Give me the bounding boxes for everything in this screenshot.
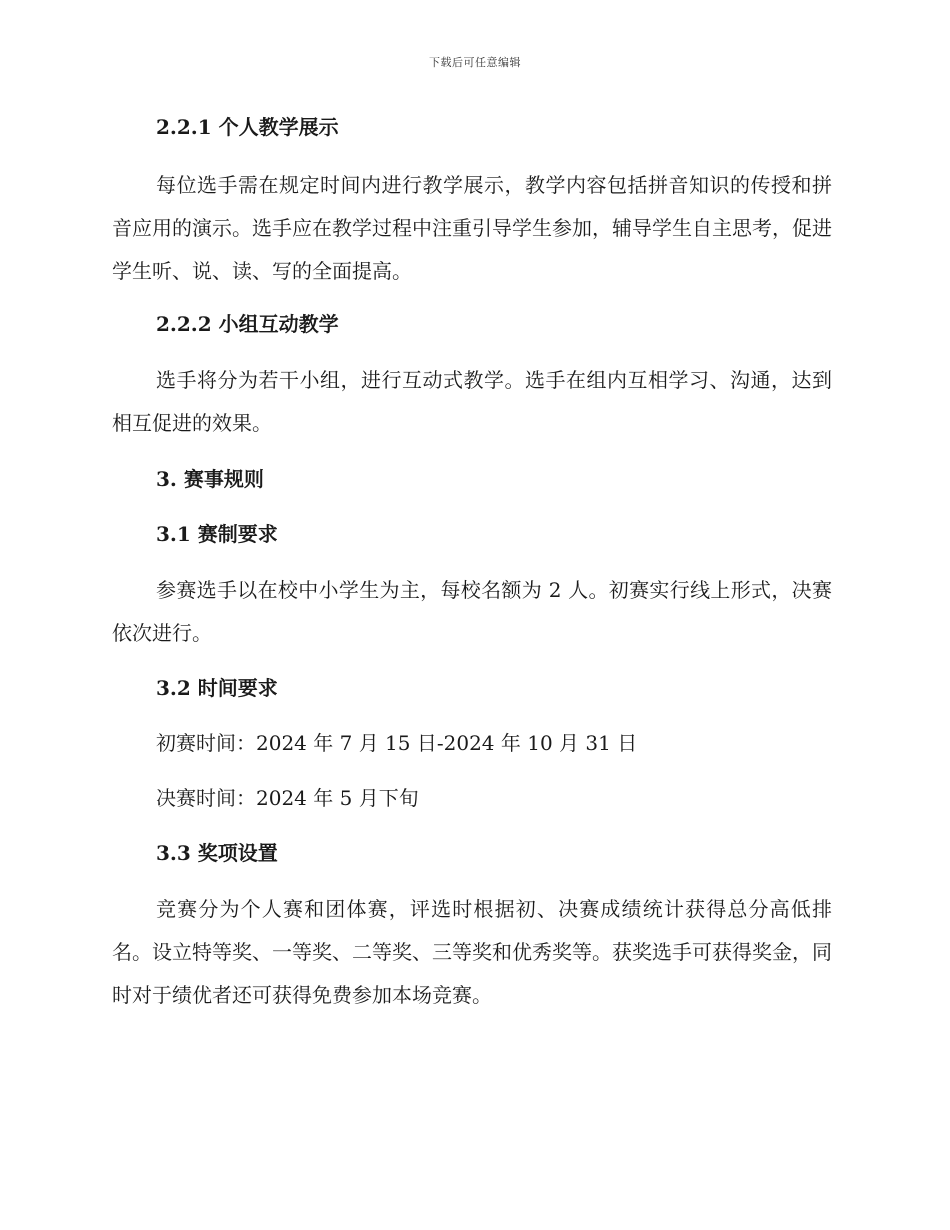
section-paragraph-3-3: 竞赛分为个人赛和团体赛，评选时根据初、决赛成绩统计获得总分高低排名。设立特等奖、一等奖、二等奖、三等奖和优秀奖等。获奖选手可获得奖金，同时对于绩优者还可获得免费参加本场竞赛。 [112,897,832,1007]
final-time-line: 决赛时间：2024 年 5 月下旬 [156,786,419,810]
prelim-time-line: 初赛时间：2024 年 7 月 15 日-2024 年 10 月 31 日 [156,731,638,755]
section-heading-2-2-1: 2.2.1 个人教学展示 [156,115,339,139]
page-header-note: 下载后可任意编辑 [429,56,521,69]
section-paragraph-3-1: 参赛选手以在校中小学生为主，每校名额为 2 人。初赛实行线上形式，决赛依次进行。 [112,578,832,645]
section-paragraph-2-2-1: 每位选手需在规定时间内进行教学展示，教学内容包括拼音知识的传授和拼音应用的演示。选手应在教学过程中注重引导学生参加，辅导学生自主思考，促进学生听、说、读、写的全面提高。 [112,173,832,283]
section-heading-3-3: 3.3 奖项设置 [156,841,278,865]
document-body [112,108,832,1017]
section-heading-3-2: 3.2 时间要求 [156,676,278,700]
section-paragraph-2-2-2: 选手将分为若干小组，进行互动式教学。选手在组内互相学习、沟通，达到相互促进的效果。 [112,368,832,435]
section-heading-3-1: 3.1 赛制要求 [156,522,278,546]
section-heading-2-2-2: 2.2.2 小组互动教学 [156,312,339,336]
section-heading-3: 3. 赛事规则 [156,467,264,491]
